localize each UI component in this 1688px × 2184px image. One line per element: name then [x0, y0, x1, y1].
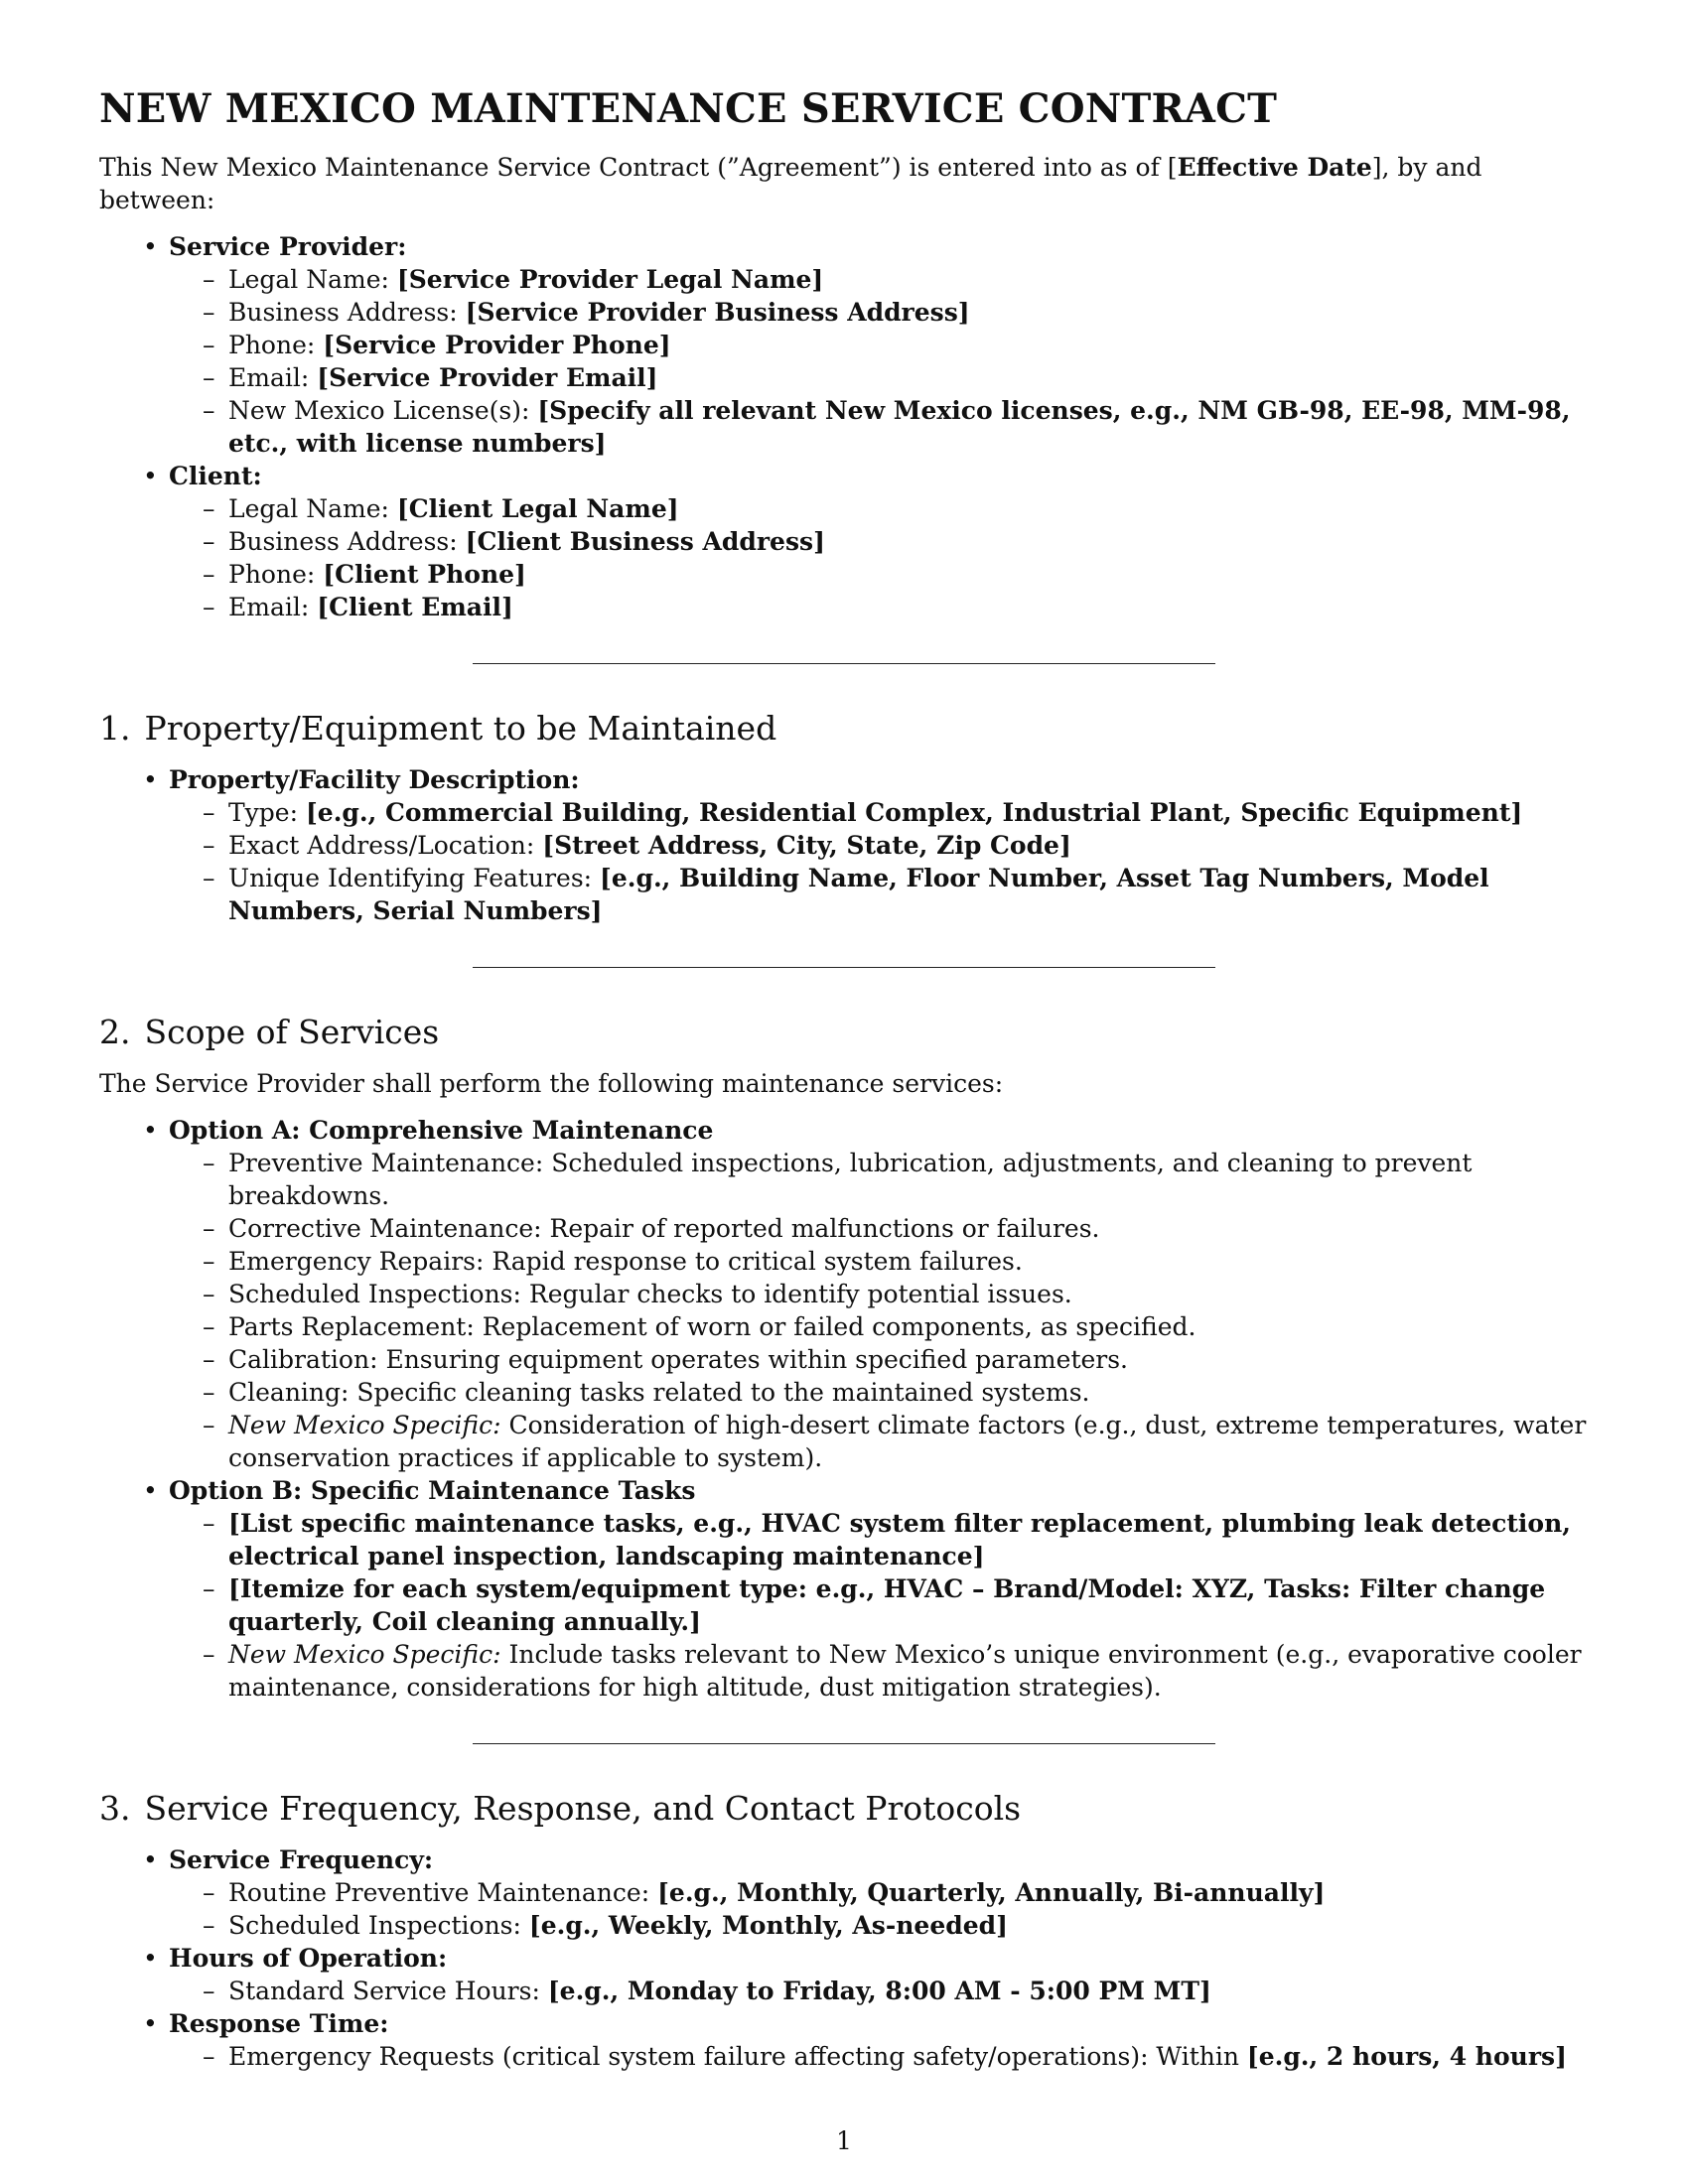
option-a-task: – Corrective Maintenance: Repair of reported malfunctions or failures. — [203, 1212, 1589, 1245]
response-time-details — [169, 2040, 1589, 2073]
property-description-label: Property/Facility Description: — [169, 765, 580, 794]
intro-pre: This New Mexico Maintenance Service Contract (”Agreement”) is entered into as of — [99, 153, 1168, 182]
option-b-item — [143, 1474, 1589, 1704]
response-time-label: Response Time: — [169, 2009, 389, 2038]
option-a-nm-specific: – New Mexico Specific: Consideration of high-desert climate factors (e.g., dust, extreme temperatures, water conservation practices if applicable to system). — [203, 1409, 1589, 1474]
service-frequency-item — [143, 1843, 1589, 1942]
provider-phone: – Phone: [Service Provider Phone] — [203, 329, 1589, 361]
hours-of-operation-label: Hours of Operation: — [169, 1944, 448, 1973]
provider-business-address: – Business Address: [Service Provider Business Address] — [203, 296, 1589, 329]
scheduled-inspections-frequency: – Scheduled Inspections: [e.g., Weekly, Monthly, As-needed] — [203, 1909, 1589, 1942]
property-type: – Type: [e.g., Commercial Building, Residential Complex, Industrial Plant, Specific Equipment] — [203, 796, 1589, 829]
routine-preventive-frequency: – Routine Preventive Maintenance: [e.g., Monthly, Quarterly, Annually, Bi-annually] — [203, 1876, 1589, 1909]
option-b-label: Option B: Specific Maintenance Tasks — [169, 1476, 696, 1505]
parties-list — [99, 230, 1589, 623]
service-provider-label: Service Provider: — [169, 232, 407, 261]
client-label: Client: — [169, 462, 262, 490]
page-number: 1 — [836, 2126, 852, 2155]
option-b-task: – [List specific maintenance tasks, e.g., HVAC system filter replacement, plumbing leak detection, electrical panel inspection, landscaping maintenance] — [203, 1507, 1589, 1572]
property-address: – Exact Address/Location: [Street Address, City, State, Zip Code] — [203, 829, 1589, 862]
option-a-item — [143, 1114, 1589, 1474]
emergency-response-time: – Emergency Requests (critical system failure affecting safety/operations): Within [e.g., 2 hours, 4 hours] — [203, 2040, 1589, 2073]
section-2-heading: 2. Scope of Services — [99, 1013, 440, 1051]
intro-post: ], by and between: — [99, 153, 1482, 214]
section-3-heading: 3. Service Frequency, Response, and Contact Protocols — [99, 1789, 1022, 1828]
response-time-item — [143, 2007, 1589, 2073]
option-a-task: – Parts Replacement: Replacement of worn or failed components, as specified. — [203, 1310, 1589, 1343]
intro-bracket: [ — [1167, 153, 1178, 182]
property-features: – Unique Identifying Features: [e.g., Building Name, Floor Number, Asset Tag Numbers, Model Numbers, Serial Numbers] — [203, 862, 1589, 927]
option-a-label: Option A: Comprehensive Maintenance — [169, 1116, 714, 1145]
hours-of-operation-details — [169, 1975, 1589, 2007]
section-1 — [99, 708, 1589, 927]
provider-licenses: – New Mexico License(s): [Specify all relevant New Mexico licenses, e.g., NM GB-98, EE-98, MM-98, etc., with license numbers] — [203, 394, 1589, 460]
section-3-list — [99, 1843, 1589, 2073]
intro-paragraph — [99, 151, 1589, 216]
property-description-details — [169, 796, 1589, 927]
option-a-task: – Emergency Repairs: Rapid response to critical system failures. — [203, 1245, 1589, 1278]
section-2 — [99, 1012, 1589, 1704]
client-business-address: – Business Address: [Client Business Address] — [203, 525, 1589, 558]
provider-legal-name: – Legal Name: [Service Provider Legal Name] — [203, 263, 1589, 296]
option-a-details — [169, 1147, 1589, 1474]
client-phone: – Phone: [Client Phone] — [203, 558, 1589, 591]
option-a-task: – Scheduled Inspections: Regular checks to identify potential issues. — [203, 1278, 1589, 1310]
section-3 — [99, 1788, 1589, 2073]
section-1-list — [99, 763, 1589, 927]
hours-of-operation-item — [143, 1942, 1589, 2007]
standard-service-hours: – Standard Service Hours: [e.g., Monday to Friday, 8:00 AM - 5:00 PM MT] — [203, 1975, 1589, 2007]
property-description-item — [143, 763, 1589, 927]
service-provider-details — [169, 263, 1589, 460]
option-b-details — [169, 1507, 1589, 1704]
section-2-intro: The Service Provider shall perform the following maintenance services: — [99, 1069, 1004, 1098]
section-divider — [473, 663, 1215, 664]
section-2-list — [99, 1114, 1589, 1704]
option-a-task: – Calibration: Ensuring equipment operates within specified parameters. — [203, 1343, 1589, 1376]
document-title: NEW MEXICO MAINTENANCE SERVICE CONTRACT — [99, 85, 1278, 132]
provider-email: – Email: [Service Provider Email] — [203, 361, 1589, 394]
client-details — [169, 492, 1589, 623]
client-item — [143, 460, 1589, 623]
service-frequency-details — [169, 1876, 1589, 1942]
section-1-heading: 1. Property/Equipment to be Maintained — [99, 709, 777, 748]
service-frequency-label: Service Frequency: — [169, 1845, 434, 1874]
service-provider-item — [143, 230, 1589, 460]
client-email: – Email: [Client Email] — [203, 591, 1589, 623]
option-b-task: – [Itemize for each system/equipment type: e.g., HVAC – Brand/Model: XYZ, Tasks: Filter change quarterly, Coil cleaning annually.] — [203, 1572, 1589, 1638]
section-divider — [473, 967, 1215, 968]
option-b-nm-specific: – New Mexico Specific: Include tasks relevant to New Mexico’s unique environment (e.g., evaporative cooler maintenance, considerations for high altitude, dust mitigation strategies). — [203, 1638, 1589, 1704]
client-legal-name: – Legal Name: [Client Legal Name] — [203, 492, 1589, 525]
option-a-task: – Preventive Maintenance: Scheduled inspections, lubrication, adjustments, and cleaning to prevent breakdowns. — [203, 1147, 1589, 1212]
section-divider — [473, 1743, 1215, 1744]
effective-date-placeholder: Effective Date — [1177, 153, 1372, 182]
option-a-task: – Cleaning: Specific cleaning tasks related to the maintained systems. — [203, 1376, 1589, 1409]
